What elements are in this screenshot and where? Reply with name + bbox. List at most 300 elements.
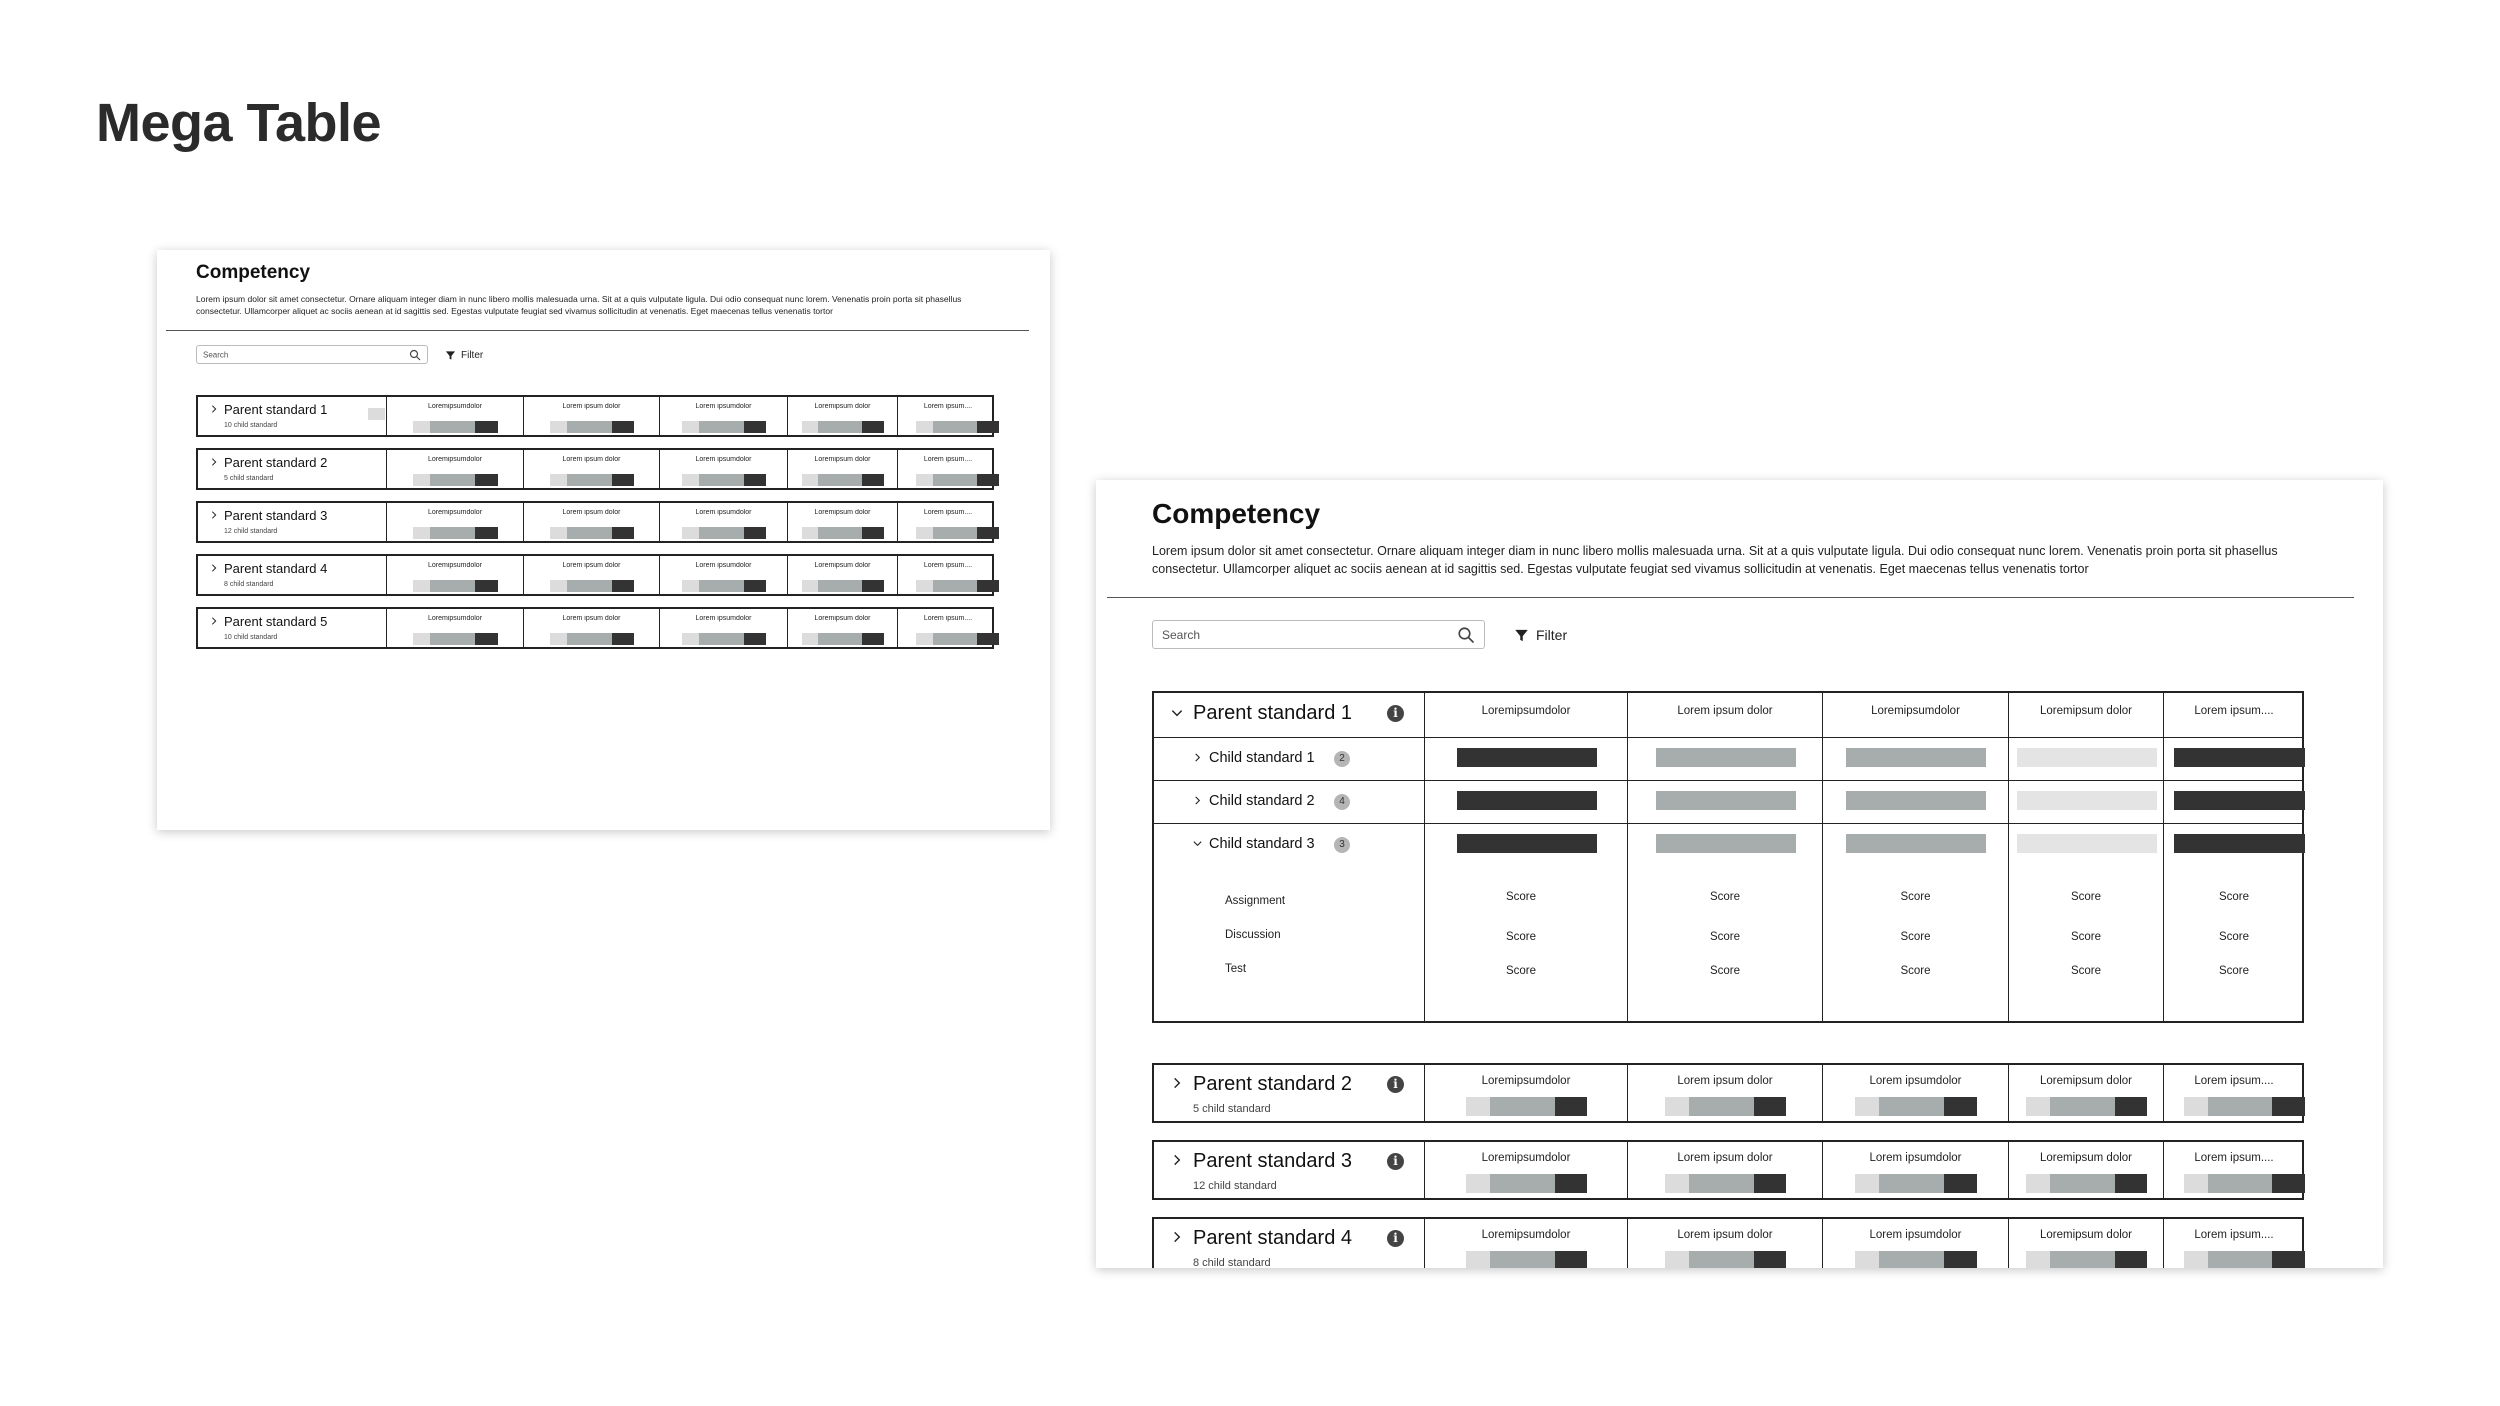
progress-segment-mid [1879, 1097, 1944, 1116]
search-placeholder: Search [203, 350, 229, 359]
progress-segment-dark [612, 633, 635, 645]
column-label: Loremipsumdolor [1481, 1229, 1571, 1241]
score-column [2163, 1065, 2304, 1121]
progress-segment-mid [1490, 1251, 1555, 1268]
column-label: Lorem ipsumdolor [695, 509, 752, 516]
progress-segment-light [550, 633, 567, 645]
progress-segment-mid [818, 527, 861, 539]
progress-segment-dark [475, 633, 498, 645]
progress-segment-light [916, 421, 933, 433]
filter-button[interactable] [445, 347, 483, 363]
progress-segment-light [413, 580, 430, 592]
score-column [787, 450, 897, 488]
score-column [2008, 1065, 2163, 1121]
chevron-right-icon[interactable] [209, 510, 219, 520]
child-progress-bar [2017, 748, 2157, 767]
progress-segment-mid [2208, 1251, 2272, 1268]
parent-row-header[interactable] [198, 397, 386, 435]
score-column [897, 503, 998, 541]
parent-standard-row[interactable] [196, 501, 994, 543]
divider [166, 330, 1029, 331]
progress-segment-dark [977, 527, 999, 539]
column-label: Loremipsumdolor [427, 456, 483, 463]
child-progress-bar [1656, 834, 1796, 853]
column-label: Lorem ipsum.... [923, 509, 973, 516]
progress-segment-mid [818, 421, 861, 433]
progress-segment-mid [2050, 1097, 2115, 1116]
progress-segment-mid [1490, 1097, 1555, 1116]
assessment-type: Test [1225, 963, 1247, 975]
progress-segment-light [1665, 1097, 1689, 1116]
score-column [897, 556, 998, 594]
score-column [1424, 1065, 1627, 1121]
progress-segment-dark [1754, 1251, 1787, 1268]
column-label: Lorem ipsum.... [923, 615, 973, 622]
page-title: Mega Table [96, 93, 382, 153]
info-icon[interactable]: i [1387, 1153, 1404, 1170]
column-label: Loremipsum dolor [2039, 1075, 2133, 1087]
progress-segment-dark [2272, 1174, 2305, 1193]
score-column [659, 503, 787, 541]
progress-segment-mid [2050, 1174, 2115, 1193]
progress-segment-mid [1689, 1251, 1754, 1268]
parent-standard-row[interactable] [1152, 1140, 2304, 1200]
score-column [787, 503, 897, 541]
column-header: Loremipsumdolor [1481, 705, 1571, 717]
progress-segment-light [682, 527, 699, 539]
progress-segment-mid [699, 580, 744, 592]
card-title: Competency [1152, 498, 1321, 529]
child-progress-bar [1846, 748, 1986, 767]
parent-row-header[interactable] [198, 503, 386, 541]
progress-segment-dark [2115, 1174, 2148, 1193]
progress-segment-mid [567, 421, 612, 433]
progress-segment-light [368, 408, 385, 420]
score-column [523, 450, 659, 488]
progress-segment-dark [612, 580, 635, 592]
progress-segment-dark [1555, 1174, 1588, 1193]
score-column [1627, 1142, 1822, 1198]
column-header: Loremipsum dolor [2039, 705, 2133, 717]
child-standard-row[interactable] [1154, 780, 1424, 823]
column-label: Loremipsumdolor [427, 562, 483, 569]
column-label: Lorem ipsumdolor [1869, 1229, 1962, 1241]
search-icon[interactable] [1457, 626, 1475, 644]
parent-name: Parent standard 3 [1193, 1150, 1352, 1172]
score-column [659, 450, 787, 488]
search-icon[interactable] [409, 349, 421, 361]
progress-segment-light [802, 633, 818, 645]
progress-segment-mid [2208, 1174, 2272, 1193]
score-value: Score [1505, 891, 1537, 903]
column-label: Lorem ipsumdolor [695, 562, 752, 569]
score-value: Score [2070, 931, 2102, 943]
progress-segment-light [550, 580, 567, 592]
progress-segment-light [1466, 1174, 1490, 1193]
progress-segment-dark [744, 633, 767, 645]
info-icon[interactable]: i [1387, 1076, 1404, 1093]
progress-segment-light [550, 421, 567, 433]
progress-segment-light [1855, 1174, 1879, 1193]
score-column [523, 556, 659, 594]
parent-standard-row[interactable] [196, 395, 994, 437]
chevron-right-icon[interactable] [1170, 1153, 1184, 1167]
progress-segment-dark [1555, 1097, 1588, 1116]
score-column [523, 503, 659, 541]
chevron-right-icon[interactable] [209, 563, 219, 573]
progress-segment-dark [977, 474, 999, 486]
score-value: Score [1505, 965, 1537, 977]
progress-segment-mid [933, 474, 977, 486]
column-label: Lorem ipsumdolor [695, 456, 752, 463]
progress-segment-mid [430, 527, 475, 539]
progress-segment-dark [612, 527, 635, 539]
chevron-right-icon[interactable] [1192, 752, 1203, 763]
parent-child-count: 8 child standard [224, 581, 274, 588]
parent-name: Parent standard 5 [224, 614, 328, 629]
card-description: Lorem ipsum dolor sit amet consectetur. Ornare aliquam integer diam in nunc libero mollis malesuada urna. Sit at a quis vulputate ligula. Dui odio consequat nunc lorem. Venenatis proin porta sit phasellus consectetur. Ullamcorper aliquet ac sociis aenean at id sagittis sed. Egestas vulputate feugiat sed vivamus sollicitudin at venenatis. Eget maecenas tellus venenatis tortor [196, 294, 962, 316]
parent-row-header[interactable] [1154, 1142, 1424, 1198]
parent-standard-row[interactable] [196, 607, 994, 649]
column-label: Loremipsum dolor [814, 615, 871, 622]
column-label: Loremipsumdolor [1481, 1152, 1571, 1164]
column-label: Loremipsum dolor [2039, 1229, 2133, 1241]
score-column [659, 556, 787, 594]
column-label: Lorem ipsum.... [2194, 1152, 2274, 1164]
filter-button[interactable] [1514, 625, 1567, 645]
progress-segment-light [2026, 1251, 2050, 1268]
column-header: Lorem ipsum dolor [1677, 705, 1773, 717]
info-icon[interactable]: i [1387, 1230, 1404, 1247]
progress-segment-dark [862, 580, 884, 592]
score-column [1822, 1065, 2008, 1121]
score-column [659, 397, 787, 435]
progress-segment-dark [744, 474, 767, 486]
child-progress-bar [1656, 748, 1796, 767]
column-label: Lorem ipsum dolor [1677, 1229, 1773, 1241]
child-progress-bar [2174, 748, 2305, 767]
column-label: Loremipsumdolor [427, 403, 483, 410]
column-label: Lorem ipsum.... [923, 403, 973, 410]
score-value: Score [2218, 931, 2250, 943]
progress-segment-light [802, 474, 818, 486]
progress-segment-light [2026, 1174, 2050, 1193]
progress-segment-dark [977, 580, 999, 592]
progress-segment-light [413, 421, 430, 433]
parent-standard-expanded [1152, 691, 2304, 1023]
progress-segment-dark [1754, 1097, 1787, 1116]
chevron-right-icon[interactable] [1170, 1076, 1184, 1090]
child-progress-bar [2017, 834, 2157, 853]
parent-standard-row[interactable] [196, 554, 994, 596]
parent-child-count: 10 child standard [224, 422, 278, 429]
score-value: Score [2070, 965, 2102, 977]
parent-standard-row[interactable] [1152, 1217, 2304, 1268]
progress-segment-mid [2050, 1251, 2115, 1268]
progress-segment-mid [818, 633, 861, 645]
score-value: Score [1505, 931, 1537, 943]
column-label: Loremipsum dolor [814, 509, 871, 516]
progress-segment-light [413, 633, 430, 645]
progress-segment-light [682, 421, 699, 433]
column-label: Lorem ipsum.... [923, 562, 973, 569]
progress-segment-dark [2115, 1251, 2148, 1268]
score-column [787, 397, 897, 435]
progress-segment-dark [1944, 1174, 1977, 1193]
progress-segment-dark [744, 527, 767, 539]
column-label: Loremipsum dolor [2039, 1152, 2133, 1164]
progress-segment-mid [699, 527, 744, 539]
assessment-type: Assignment [1225, 895, 1286, 907]
child-progress-bar [1457, 748, 1597, 767]
progress-segment-light [682, 633, 699, 645]
score-column [1424, 693, 1627, 1021]
score-column [386, 397, 523, 435]
progress-segment-dark [1754, 1174, 1787, 1193]
progress-segment-mid [567, 474, 612, 486]
progress-segment-dark [2272, 1097, 2305, 1116]
column-label: Lorem ipsum dolor [1677, 1075, 1773, 1087]
child-progress-bar [1846, 791, 1986, 810]
score-column [386, 556, 523, 594]
column-label: Lorem ipsum dolor [1677, 1152, 1773, 1164]
progress-segment-mid [933, 633, 977, 645]
child-name: Child standard 1 [1209, 750, 1315, 766]
score-value: Score [1709, 891, 1741, 903]
parent-child-count: 12 child standard [224, 528, 278, 535]
chevron-right-icon[interactable] [209, 404, 219, 414]
progress-segment-light [550, 527, 567, 539]
score-column [1822, 693, 2008, 1021]
score-column [2163, 1219, 2304, 1268]
progress-segment-dark [862, 474, 884, 486]
parent-child-count: 5 child standard [1193, 1103, 1271, 1115]
progress-segment-light [2184, 1097, 2208, 1116]
progress-segment-light [1665, 1251, 1689, 1268]
child-standard-row[interactable] [1154, 737, 1424, 780]
column-label: Lorem ipsumdolor [1869, 1075, 1962, 1087]
column-label: Lorem ipsumdolor [695, 403, 752, 410]
score-column [787, 556, 897, 594]
column-label: Lorem ipsum.... [2194, 1229, 2274, 1241]
progress-segment-light [1855, 1097, 1879, 1116]
progress-segment-dark [862, 527, 884, 539]
progress-segment-dark [1555, 1251, 1588, 1268]
parent-row-header[interactable] [198, 556, 386, 594]
column-label: Loremipsumdolor [427, 615, 483, 622]
filter-icon [1514, 628, 1529, 643]
progress-segment-light [916, 633, 933, 645]
progress-segment-mid [933, 527, 977, 539]
progress-segment-light [682, 474, 699, 486]
progress-segment-mid [1689, 1174, 1754, 1193]
progress-segment-dark [475, 421, 498, 433]
column-label: Loremipsum dolor [814, 562, 871, 569]
search-input[interactable] [196, 345, 428, 364]
progress-segment-light [1855, 1251, 1879, 1268]
score-column [787, 609, 897, 647]
score-value: Score [1709, 931, 1741, 943]
chevron-right-icon[interactable] [209, 616, 219, 626]
child-count-badge: 3 [1334, 837, 1350, 853]
progress-segment-mid [1879, 1174, 1944, 1193]
progress-segment-dark [475, 474, 498, 486]
child-progress-bar [2017, 791, 2157, 810]
parent-name: Parent standard 2 [1193, 1073, 1352, 1095]
divider [1107, 597, 2354, 598]
score-column [1627, 1219, 1822, 1268]
progress-segment-light [2026, 1097, 2050, 1116]
progress-segment-light [413, 527, 430, 539]
info-icon[interactable]: i [1387, 705, 1404, 722]
score-value: Score [1900, 931, 1931, 943]
score-column [1822, 1219, 2008, 1268]
parent-child-count: 8 child standard [1193, 1257, 1271, 1268]
assessment-type: Discussion [1225, 929, 1281, 941]
competency-card-expanded [1096, 480, 2383, 1268]
parent-standard-row[interactable] [196, 448, 994, 490]
score-column [386, 450, 523, 488]
progress-segment-mid [1879, 1251, 1944, 1268]
progress-segment-mid [430, 633, 475, 645]
score-column [523, 397, 659, 435]
progress-segment-light [550, 474, 567, 486]
progress-segment-dark [862, 633, 884, 645]
child-count-badge: 2 [1334, 751, 1350, 767]
column-label: Loremipsumdolor [1481, 1075, 1571, 1087]
child-name: Child standard 2 [1209, 793, 1315, 809]
progress-segment-mid [430, 421, 475, 433]
child-progress-bar [1457, 834, 1597, 853]
child-name: Child standard 3 [1209, 836, 1315, 852]
progress-segment-dark [1944, 1097, 1977, 1116]
parent-row-header[interactable] [1154, 1219, 1424, 1268]
child-progress-bar [2174, 834, 2305, 853]
search-input[interactable] [1152, 620, 1485, 649]
progress-segment-mid [818, 474, 861, 486]
parent-name: Parent standard 1 [224, 402, 328, 417]
progress-segment-mid [699, 474, 744, 486]
score-column [386, 503, 523, 541]
progress-segment-dark [1944, 1251, 1977, 1268]
progress-segment-mid [699, 421, 744, 433]
parent-name: Parent standard 4 [1193, 1227, 1352, 1249]
column-label: Loremipsum dolor [814, 403, 871, 410]
score-column [2163, 693, 2304, 1021]
filter-label: Filter [1536, 627, 1568, 643]
column-header: Loremipsumdolor [1871, 705, 1960, 717]
score-column [2008, 693, 2163, 1021]
progress-segment-mid [567, 580, 612, 592]
score-column [1627, 1065, 1822, 1121]
column-label: Lorem ipsum dolor [562, 615, 621, 622]
score-column [2163, 1142, 2304, 1198]
parent-row-header[interactable] [1154, 1065, 1424, 1121]
parent-row-header[interactable] [198, 609, 386, 647]
progress-segment-dark [475, 580, 498, 592]
progress-segment-mid [430, 474, 475, 486]
progress-segment-dark [475, 527, 498, 539]
score-column [1627, 693, 1822, 1021]
search-placeholder: Search [1162, 627, 1201, 642]
column-label: Lorem ipsum.... [2194, 1075, 2274, 1087]
child-progress-bar [1656, 791, 1796, 810]
progress-segment-light [916, 527, 933, 539]
column-label: Lorem ipsum dolor [562, 456, 621, 463]
chevron-right-icon[interactable] [209, 457, 219, 467]
progress-segment-dark [2115, 1097, 2148, 1116]
score-column [659, 609, 787, 647]
column-label: Lorem ipsum dolor [562, 562, 621, 569]
column-label: Lorem ipsum.... [923, 456, 973, 463]
progress-segment-dark [2272, 1251, 2305, 1268]
progress-segment-light [413, 474, 430, 486]
progress-segment-dark [612, 421, 635, 433]
progress-segment-mid [933, 580, 977, 592]
progress-segment-dark [977, 633, 999, 645]
card-title: Competency [196, 262, 311, 283]
parent-name: Parent standard 2 [224, 455, 328, 470]
parent-standard-row[interactable] [1152, 1063, 2304, 1123]
progress-segment-light [682, 580, 699, 592]
progress-segment-mid [1490, 1174, 1555, 1193]
child-progress-bar [2174, 791, 2305, 810]
column-label: Loremipsum dolor [814, 456, 871, 463]
column-label: Lorem ipsum dolor [562, 403, 621, 410]
progress-segment-light [802, 527, 818, 539]
chevron-down-icon[interactable] [1192, 838, 1203, 849]
progress-segment-mid [567, 527, 612, 539]
score-column [1822, 1142, 2008, 1198]
chevron-right-icon[interactable] [1170, 1230, 1184, 1244]
chevron-down-icon[interactable] [1170, 706, 1184, 720]
score-value: Score [1900, 891, 1931, 903]
progress-segment-mid [933, 421, 977, 433]
score-column [523, 609, 659, 647]
column-header: Lorem ipsum.... [2194, 705, 2274, 717]
parent-row-header[interactable] [198, 450, 386, 488]
score-column [386, 609, 523, 647]
score-column [1424, 1219, 1627, 1268]
filter-icon [445, 350, 456, 361]
progress-segment-dark [977, 421, 999, 433]
parent-child-count: 12 child standard [1193, 1180, 1277, 1192]
score-value: Score [2218, 891, 2250, 903]
progress-segment-light [916, 474, 933, 486]
progress-segment-light [802, 580, 818, 592]
child-standard-row[interactable] [1154, 823, 1424, 866]
score-value: Score [1709, 965, 1741, 977]
parent-name: Parent standard 1 [1193, 702, 1352, 724]
parent-child-count: 5 child standard [224, 475, 274, 482]
progress-segment-light [1466, 1251, 1490, 1268]
filter-label: Filter [461, 349, 484, 361]
progress-segment-dark [862, 421, 884, 433]
progress-segment-mid [567, 633, 612, 645]
progress-segment-dark [744, 580, 767, 592]
progress-segment-mid [1689, 1097, 1754, 1116]
card-description: Lorem ipsum dolor sit amet consectetur. Ornare aliquam integer diam in nunc libero mollis malesuada urna. Sit at a quis vulputate ligula. Dui odio consequat nunc lorem. Venenatis proin porta sit phasellus consectetur. Ullamcorper aliquet ac sociis aenean at id sagittis sed. Egestas vulputate feugiat sed vivamus sollicitudin at venenatis. Eget maecenas tellus venenatis tortor [1152, 544, 2278, 576]
progress-segment-mid [2208, 1097, 2272, 1116]
score-column [897, 397, 998, 435]
progress-segment-dark [612, 474, 635, 486]
column-label: Lorem ipsum dolor [562, 509, 621, 516]
progress-segment-light [802, 421, 818, 433]
column-label: Lorem ipsumdolor [1869, 1152, 1962, 1164]
progress-segment-light [1665, 1174, 1689, 1193]
chevron-right-icon[interactable] [1192, 795, 1203, 806]
score-value: Score [2070, 891, 2102, 903]
